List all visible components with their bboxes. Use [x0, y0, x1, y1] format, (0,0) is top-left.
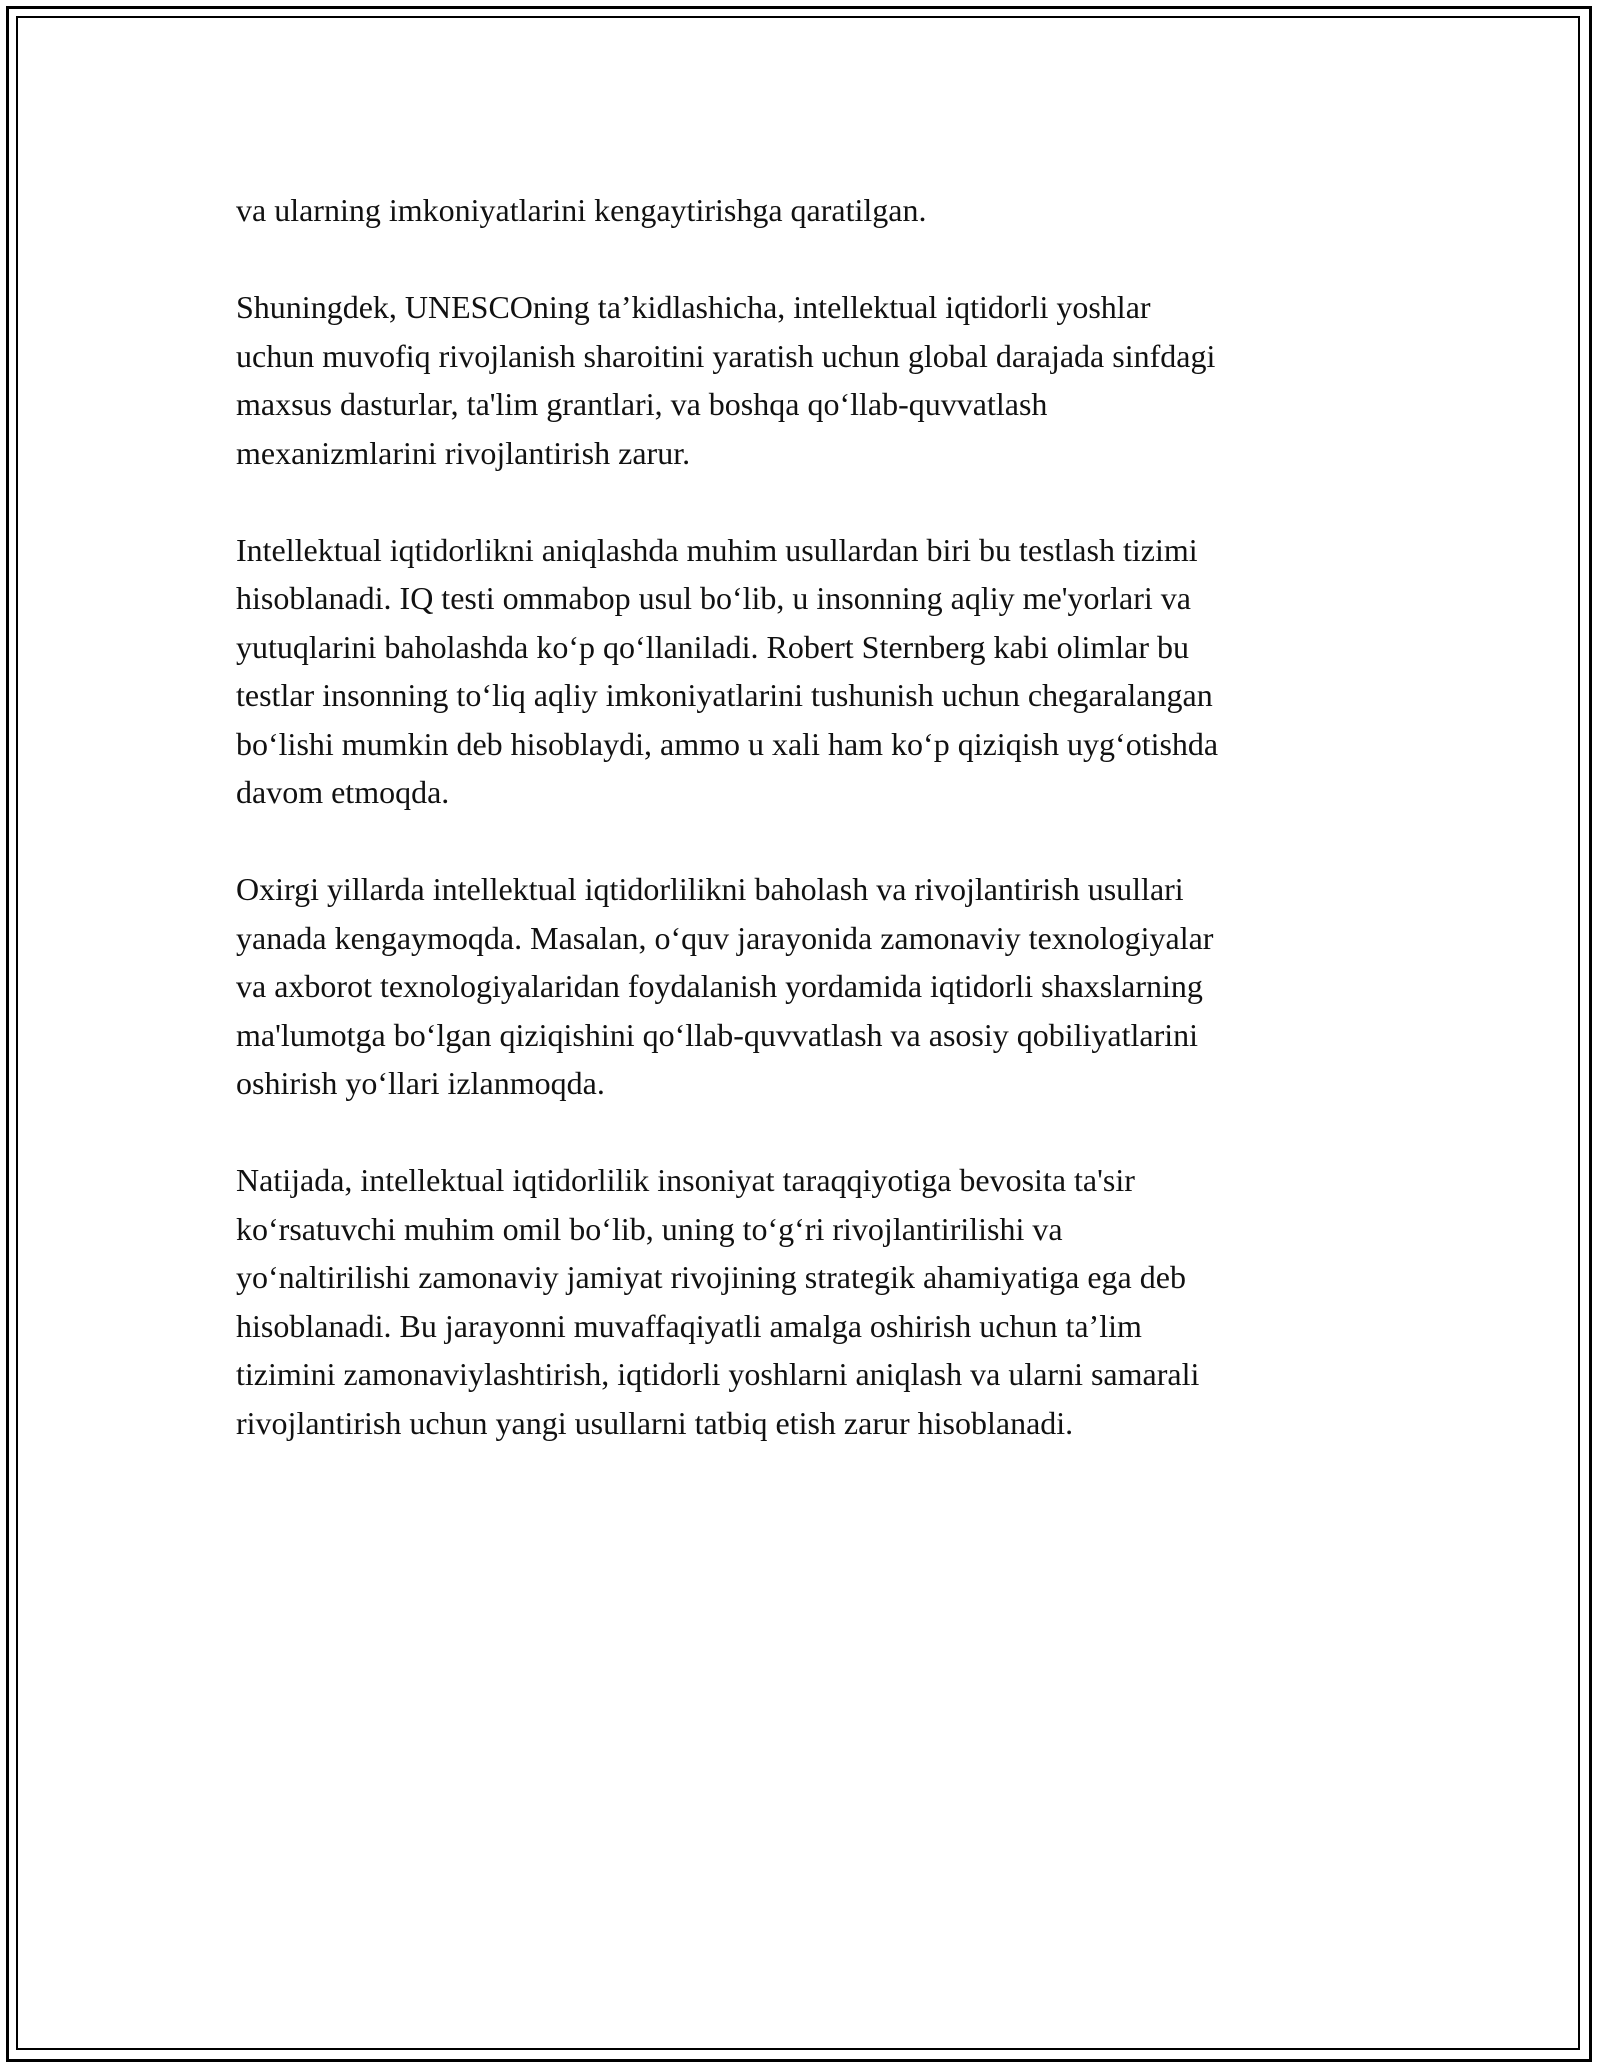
text-line: hisoblanadi. Bu jarayonni muvaffaqiyatli amalga oshirish uchun ta’lim [236, 1307, 1142, 1344]
text-line: Natijada, intellektual iqtidorlilik insoniyat taraqqiyotiga bevosita ta'sir [236, 1162, 1135, 1198]
paragraph-2 [236, 283, 1366, 477]
text-line: rivojlantirish uchun yangi usullarni tatbiq etish zarur hisoblanadi. [236, 1404, 1074, 1441]
text-line: bo‘lishi mumkin deb hisoblaydi, ammo u xali ham ko‘p qiziqish uyg‘otishda [236, 725, 1219, 762]
paragraph-1 [236, 186, 1366, 235]
document-body [236, 186, 1366, 1496]
text-line: Oxirgi yillarda intellektual iqtidorlilikni baholash va rivojlantirish usullari [236, 871, 1184, 907]
text-line: yutuqlarini baholashda ko‘p qo‘llaniladi. Robert Sternberg kabi olimlar bu [236, 628, 1189, 665]
text-line: oshirish yo‘llari izlanmoqda. [236, 1065, 605, 1101]
text-line: va ularning imkoniyatlarini kengaytirishga qaratilgan. [236, 192, 927, 228]
text-line: maxsus dasturlar, ta'lim grantlari, va boshqa qo‘llab-quvvatlash [236, 386, 1048, 422]
text-line: davom etmoqda. [236, 774, 450, 810]
text-line: ko‘rsatuvchi muhim omil bo‘lib, uning to‘g‘ri rivojlantirilishi va [236, 1210, 1063, 1247]
text-line: yo‘naltirilishi zamonaviy jamiyat rivojining strategik ahamiyatiga ega deb [236, 1259, 1186, 1295]
text-line: Intellektual iqtidorlikni aniqlashda muhim usullardan biri bu testlash tizimi [236, 531, 1198, 568]
text-line: yanada kengaymoqda. Masalan, o‘quv jarayonida zamonaviy texnologiyalar [236, 919, 1214, 956]
text-line: hisoblanadi. IQ testi ommabop usul bo‘lib, u insonning aqliy me'yorlari va [236, 580, 1191, 616]
text-line: testlar insonning to‘liq aqliy imkoniyatlarini tushunish uchun chegaralangan [236, 677, 1213, 713]
text-line: Shuningdek, UNESCOning ta’kidlashicha, intellektual iqtidorli yoshlar [236, 289, 1151, 325]
paragraph-3 [236, 526, 1366, 817]
text-line: ma'lumotga bo‘lgan qiziqishini qo‘llab-quvvatlash va asosiy qobiliyatlarini [236, 1016, 1199, 1053]
text-line: uchun muvofiq rivojlanish sharoitini yaratish uchun global darajada sinfdagi [236, 337, 1216, 374]
paragraph-5 [236, 1156, 1366, 1447]
text-line: tizimini zamonaviylashtirish, iqtidorli yoshlarni aniqlash va ularni samarali [236, 1356, 1200, 1392]
text-line: va axborot texnologiyalaridan foydalanish yordamida iqtidorli shaxslarning [236, 968, 1203, 1004]
text-line: mexanizmlarini rivojlantirish zarur. [236, 434, 691, 471]
paragraph-4 [236, 865, 1366, 1108]
